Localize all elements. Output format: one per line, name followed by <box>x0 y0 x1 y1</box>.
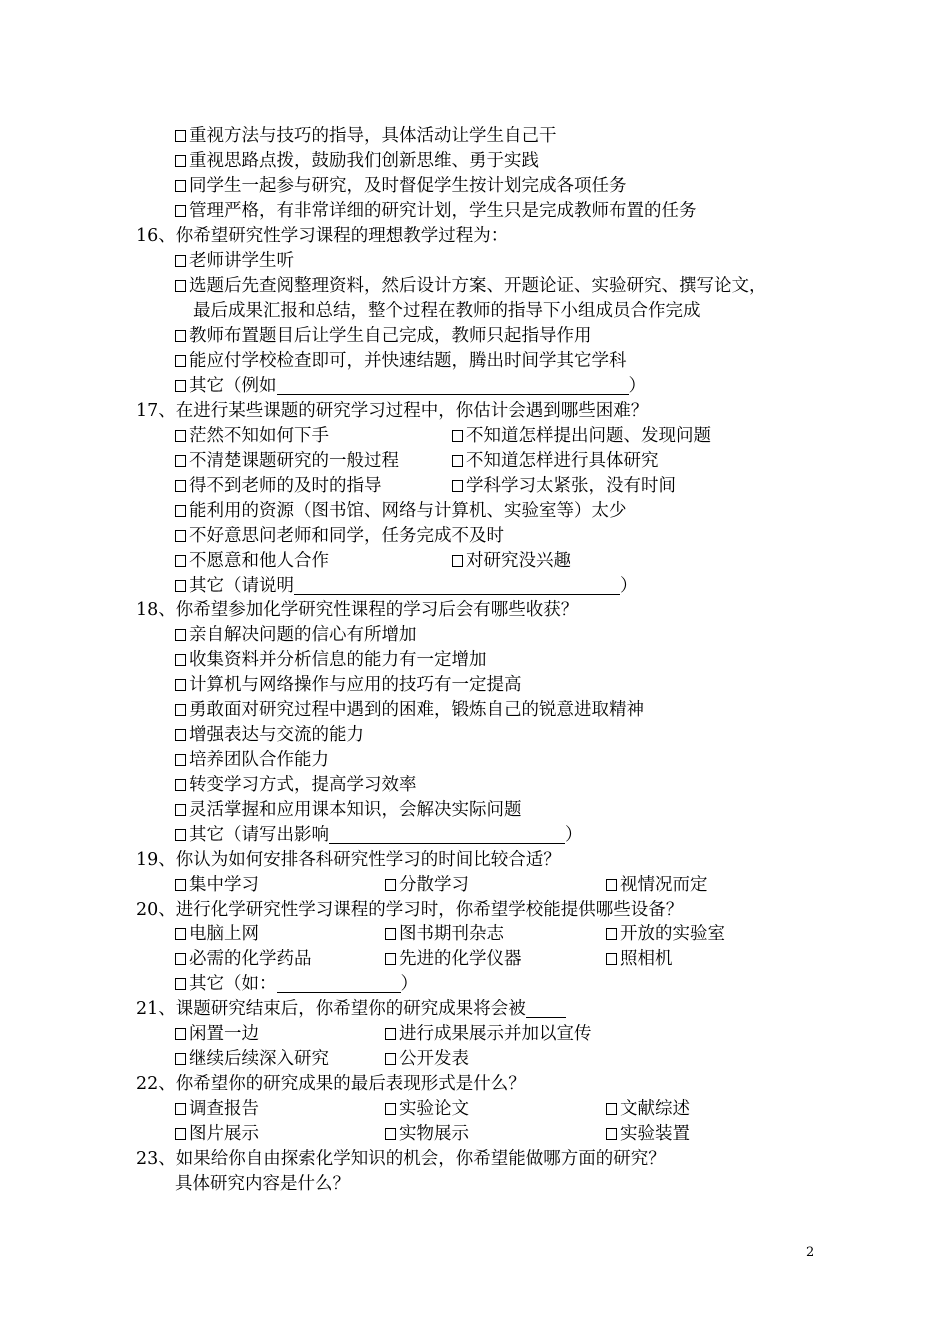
q20-option-3[interactable]: 开放的实验室 <box>606 922 725 947</box>
q16-option-4[interactable]: 能应付学校检查即可，并快速结题，腾出时间学其它学科 <box>175 349 627 374</box>
q18-option-8[interactable]: 灵活掌握和应用课本知识，会解决实际问题 <box>175 798 522 823</box>
fill-in-blank[interactable] <box>329 825 565 844</box>
q18-option-other[interactable]: 其它（请写出影响 ） <box>175 823 583 848</box>
q22-option-1[interactable]: 调查报告 <box>175 1097 259 1122</box>
checkbox-icon[interactable] <box>175 879 186 891</box>
q15-option-3[interactable]: 同学生一起参与研究，及时督促学生按计划完成各项任务 <box>175 174 627 199</box>
checkbox-icon[interactable] <box>175 704 186 716</box>
q22-option-3[interactable]: 文献综述 <box>606 1097 690 1122</box>
checkbox-icon[interactable] <box>175 580 186 592</box>
checkbox-icon[interactable] <box>175 455 186 467</box>
checkbox-icon[interactable] <box>175 1128 186 1140</box>
checkbox-icon[interactable] <box>175 679 186 691</box>
q18-option-2[interactable]: 收集资料并分析信息的能力有一定增加 <box>175 648 487 673</box>
q17-option-other[interactable]: 其它（请说明 ） <box>175 574 638 599</box>
q22-option-2[interactable]: 实验论文 <box>385 1097 469 1122</box>
checkbox-icon[interactable] <box>385 1053 396 1065</box>
q15-option-1[interactable]: 重视方法与技巧的指导，具体活动让学生自己干 <box>175 124 557 149</box>
q21-option-3[interactable]: 继续后续深入研究 <box>175 1047 329 1072</box>
q20-option-other[interactable]: 其它（如： ） <box>175 972 418 997</box>
checkbox-icon[interactable] <box>385 928 396 940</box>
checkbox-icon[interactable] <box>175 1053 186 1065</box>
checkbox-icon[interactable] <box>175 804 186 816</box>
q19-question: 19、你认为如何安排各科研究性学习的时间比较合适？ <box>136 850 561 870</box>
q18-option-3[interactable]: 计算机与网络操作与应用的技巧有一定提高 <box>175 673 522 698</box>
checkbox-icon[interactable] <box>175 1028 186 1040</box>
q18-question: 18、你希望参加化学研究性课程的学习后会有哪些收获？ <box>136 600 579 620</box>
q16-option-2-continued: 最后成果汇报和总结，整个过程在教师的指导下小组成员合作完成 <box>193 301 701 321</box>
checkbox-icon[interactable] <box>175 1103 186 1115</box>
q22-row-2 <box>0 1122 950 1147</box>
checkbox-icon[interactable] <box>175 505 186 517</box>
fill-in-blank[interactable] <box>277 974 401 993</box>
q21-option-4[interactable]: 公开发表 <box>385 1047 469 1072</box>
checkbox-icon[interactable] <box>385 879 396 891</box>
q17-option-7[interactable]: 能利用的资源（图书馆、网络与计算机、实验室等）太少 <box>175 499 627 524</box>
checkbox-icon[interactable] <box>175 654 186 666</box>
q17-option-5[interactable]: 得不到老师的及时的指导 <box>175 474 382 499</box>
q17-option-6[interactable]: 学科学习太紧张，没有时间 <box>452 474 676 499</box>
q20-option-4[interactable]: 必需的化学药品 <box>175 947 312 972</box>
q23-question-continued: 具体研究内容是什么？ <box>175 1174 350 1194</box>
checkbox-icon[interactable] <box>175 754 186 766</box>
checkbox-icon[interactable] <box>175 555 186 567</box>
checkbox-icon[interactable] <box>175 729 186 741</box>
q22-row-1 <box>0 1097 950 1122</box>
q17-row-6 <box>0 549 950 574</box>
checkbox-icon[interactable] <box>606 953 617 965</box>
q20-option-5[interactable]: 先进的化学仪器 <box>385 947 522 972</box>
checkbox-icon[interactable] <box>175 928 186 940</box>
checkbox-icon[interactable] <box>385 1028 396 1040</box>
q22-option-6[interactable]: 实验装置 <box>606 1122 690 1147</box>
q17-option-9[interactable]: 不愿意和他人合作 <box>175 549 329 574</box>
q17-question: 17、在进行某些课题的研究学习过程中，你估计会遇到哪些困难？ <box>136 401 649 421</box>
q17-row-2 <box>0 449 950 474</box>
fill-in-blank[interactable] <box>294 576 620 595</box>
q17-option-10[interactable]: 对研究没兴趣 <box>452 549 571 574</box>
q17-option-1[interactable]: 茫然不知如何下手 <box>175 424 329 449</box>
q16-option-other[interactable]: 其它（例如 ） <box>175 374 646 399</box>
q21-question: 21、课题研究结束后，你希望你的研究成果将会被 <box>136 997 566 1022</box>
q19-option-2[interactable]: 分散学习 <box>385 873 469 898</box>
q17-option-4[interactable]: 不知道怎样进行具体研究 <box>452 449 659 474</box>
checkbox-icon[interactable] <box>175 978 186 990</box>
q20-option-6[interactable]: 照相机 <box>606 947 673 972</box>
checkbox-icon[interactable] <box>606 928 617 940</box>
checkbox-icon[interactable] <box>175 130 186 142</box>
q21-row-2 <box>0 1047 950 1072</box>
q16-option-3[interactable]: 教师布置题目后让学生自己完成，教师只起指导作用 <box>175 324 592 349</box>
q17-option-3[interactable]: 不清楚课题研究的一般过程 <box>175 449 399 474</box>
q19-option-1[interactable]: 集中学习 <box>175 873 259 898</box>
q20-row-1 <box>0 922 950 947</box>
q21-option-2[interactable]: 进行成果展示并加以宣传 <box>385 1022 592 1047</box>
q17-row-1 <box>0 424 950 449</box>
q20-option-1[interactable]: 电脑上网 <box>175 922 259 947</box>
checkbox-icon[interactable] <box>175 280 186 292</box>
checkbox-icon[interactable] <box>452 455 463 467</box>
q18-option-5[interactable]: 增强表达与交流的能力 <box>175 723 364 748</box>
checkbox-icon[interactable] <box>175 629 186 641</box>
q22-option-4[interactable]: 图片展示 <box>175 1122 259 1147</box>
q17-option-8[interactable]: 不好意思问老师和同学，任务完成不及时 <box>175 524 504 549</box>
q18-option-1[interactable]: 亲自解决问题的信心有所增加 <box>175 623 417 648</box>
checkbox-icon[interactable] <box>452 555 463 567</box>
fill-in-blank[interactable] <box>277 376 629 395</box>
q17-row-3 <box>0 474 950 499</box>
checkbox-icon[interactable] <box>175 155 186 167</box>
q18-option-7[interactable]: 转变学习方式，提高学习效率 <box>175 773 417 798</box>
q15-option-4[interactable]: 管理严格，有非常详细的研究计划，学生只是完成教师布置的任务 <box>175 199 697 224</box>
checkbox-icon[interactable] <box>175 205 186 217</box>
q18-option-4[interactable]: 勇敢面对研究过程中遇到的困难，锻炼自己的锐意进取精神 <box>175 698 644 723</box>
checkbox-icon[interactable] <box>175 330 186 342</box>
q19-option-3[interactable]: 视情况而定 <box>606 873 708 898</box>
q21-option-1[interactable]: 闲置一边 <box>175 1022 259 1047</box>
page-number: 2 <box>806 1245 815 1260</box>
q16-option-2[interactable]: 选题后先查阅整理资料，然后设计方案、开题论证、实验研究、撰写论文， <box>175 274 767 299</box>
checkbox-icon[interactable] <box>385 1103 396 1115</box>
q15-option-2[interactable]: 重视思路点拨，鼓励我们创新思维、勇于实践 <box>175 149 539 174</box>
q16-option-1[interactable]: 老师讲学生听 <box>175 249 294 274</box>
q22-question: 22、你希望你的研究成果的最后表现形式是什么？ <box>136 1074 526 1094</box>
fill-in-blank[interactable] <box>526 999 566 1018</box>
checkbox-icon[interactable] <box>385 953 396 965</box>
q20-question: 20、进行化学研究性学习课程的学习时，你希望学校能提供哪些设备？ <box>136 900 684 920</box>
q23-question: 23、如果给你自由探索化学知识的机会，你希望能做哪方面的研究？ <box>136 1149 666 1169</box>
checkbox-icon[interactable] <box>175 380 186 392</box>
checkbox-icon[interactable] <box>175 180 186 192</box>
checkbox-icon[interactable] <box>606 1103 617 1115</box>
q21-row-1 <box>0 1022 950 1047</box>
q20-row-2 <box>0 947 950 972</box>
checkbox-icon[interactable] <box>452 430 463 442</box>
checkbox-icon[interactable] <box>606 1128 617 1140</box>
checkbox-icon[interactable] <box>175 779 186 791</box>
q22-option-5[interactable]: 实物展示 <box>385 1122 469 1147</box>
q20-option-2[interactable]: 图书期刊杂志 <box>385 922 504 947</box>
checkbox-icon[interactable] <box>175 530 186 542</box>
checkbox-icon[interactable] <box>452 480 463 492</box>
checkbox-icon[interactable] <box>175 355 186 367</box>
checkbox-icon[interactable] <box>175 953 186 965</box>
q16-question: 16、你希望研究性学习课程的理想教学过程为： <box>136 226 509 246</box>
q17-option-2[interactable]: 不知道怎样提出问题、发现问题 <box>452 424 711 449</box>
checkbox-icon[interactable] <box>175 255 186 267</box>
q18-option-6[interactable]: 培养团队合作能力 <box>175 748 329 773</box>
checkbox-icon[interactable] <box>385 1128 396 1140</box>
checkbox-icon[interactable] <box>175 829 186 841</box>
q19-options-row <box>0 873 950 898</box>
checkbox-icon[interactable] <box>606 879 617 891</box>
checkbox-icon[interactable] <box>175 430 186 442</box>
checkbox-icon[interactable] <box>175 480 186 492</box>
